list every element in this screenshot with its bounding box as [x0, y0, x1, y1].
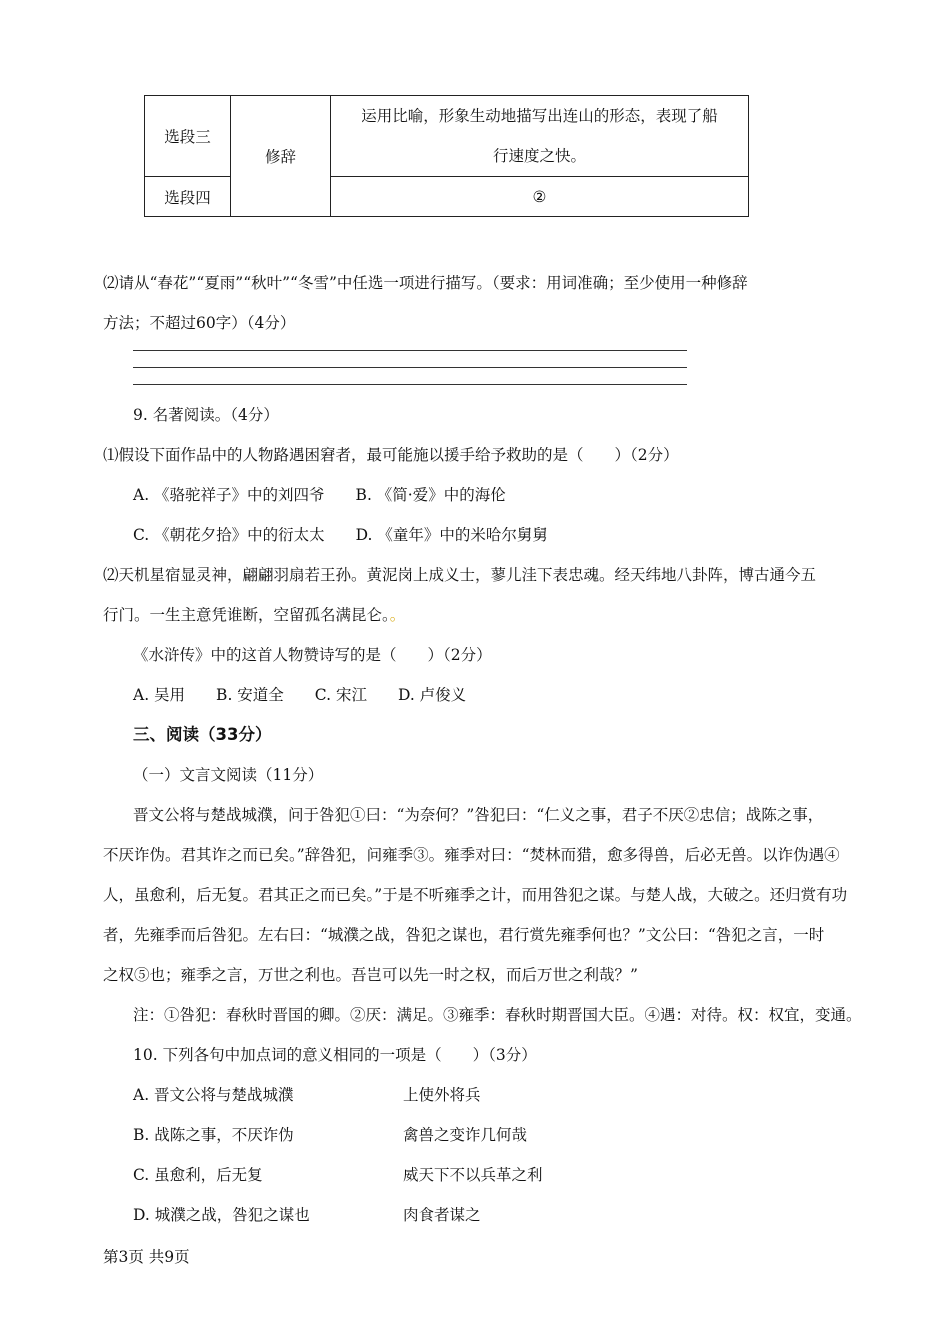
poem-line	[103, 603, 405, 625]
question-title: 10. 下列各句中加点词的意义相同的一项是（ ）（3分）	[133, 1046, 537, 1064]
rhetoric-table	[144, 95, 749, 217]
option-line: C. 《朝花夕拾》中的衍太太 D. 《童年》中的米哈尔舅舅	[133, 526, 548, 544]
passage-line: 者，先雍季而后咎犯。左右曰：“城濮之战，咎犯之谋也，君行赏先雍季何也？”文公曰：“咎犯之言，一时	[103, 926, 825, 944]
passage-line: 晋文公将与楚战城濮，问于咎犯①曰：“为奈何？”咎犯曰：“仁义之事，君子不厌②忠信；战陈之事，	[133, 806, 824, 824]
answer-line	[133, 350, 687, 351]
passage-line: 之权⑤也；雍季之言，万世之利也。吾岂可以先一时之权，而后万世之利哉？”	[103, 966, 638, 984]
note-text: 注：①咎犯：春秋时晋国的卿。②厌：满足。③雍季：春秋时期晋国大臣。④遇：对待。权：权宜，变通。	[133, 1006, 862, 1024]
table-row-label: 选段四	[145, 177, 231, 217]
poem-line: ⑵天机星宿显灵神，翩翩羽扇若王孙。黄泥岗上成义士，蓼儿洼下表忠魂。经天纬地八卦阵，博古通今五	[103, 566, 817, 584]
page-footer: 第3页 共9页	[103, 1248, 190, 1266]
option-right: 上使外将兵	[403, 1086, 481, 1104]
option-right: 肉食者谋之	[403, 1206, 481, 1224]
table-cell-line: 行速度之快。	[492, 147, 586, 165]
option-right: 威天下不以兵革之利	[403, 1166, 543, 1184]
section-heading: 三、阅读（33分）	[133, 725, 272, 744]
passage-line: 人，虽愈利，后无复。君其正之而已矣。”于是不听雍季之计，而用咎犯之谋。与楚人战，大破之。还归赏有功	[103, 886, 848, 904]
subsection-title: （一）文言文阅读（11分）	[133, 766, 324, 784]
table-merged-label: 修辞	[231, 96, 331, 217]
table-row-label: 选段三	[145, 96, 231, 177]
question-text: ⑵请从“春花”“夏雨”“秋叶”“冬雪”中任选一项进行描写。（要求：用词准确；至少使用一种修辞	[103, 274, 748, 292]
option-left: C. 虽愈利，后无复	[133, 1166, 263, 1184]
option-line: A. 吴用 B. 安道全 C. 宋江 D. 卢俊义	[133, 686, 467, 704]
table-cell-content	[331, 96, 749, 177]
answer-line	[133, 384, 687, 385]
poem-text: 行门。一生主意凭谁断，空留孤名满昆仑。	[103, 606, 390, 624]
option-left: A. 晋文公将与楚战城濮	[133, 1086, 294, 1104]
question-title: 9. 名著阅读。（4分）	[133, 406, 279, 424]
option-left: B. 战陈之事，不厌诈伪	[133, 1126, 294, 1144]
question-text: 方法；不超过60字）（4分）	[103, 314, 296, 332]
option-line: A. 《骆驼祥子》中的刘四爷 B. 《简·爱》中的海伦	[133, 486, 506, 504]
decorative-dot: 。	[389, 606, 406, 624]
passage-line: 不厌诈伪。君其诈之而已矣。”辞咎犯，问雍季③。雍季对曰：“焚林而猎，愈多得兽，后必无兽。以诈伪遇④	[103, 846, 840, 864]
option-right: 禽兽之变诈几何哉	[403, 1126, 528, 1144]
table-cell-content: ②	[331, 177, 749, 217]
question-text: 《水浒传》中的这首人物赞诗写的是（ ）（2分）	[133, 646, 492, 664]
question-text: ⑴假设下面作品中的人物路遇困窘者，最可能施以援手给予救助的是（ ）（2分）	[103, 446, 679, 464]
table-cell-line: 运用比喻，形象生动地描写出连山的形态，表现了船	[361, 107, 718, 125]
option-left: D. 城濮之战，咎犯之谋也	[133, 1206, 310, 1224]
answer-line	[133, 367, 687, 368]
